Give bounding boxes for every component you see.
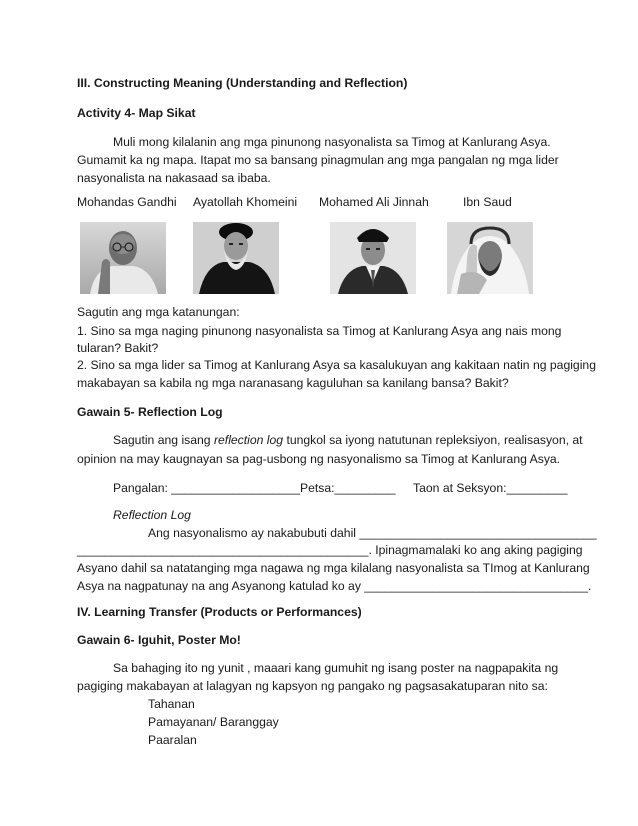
activity-4-instruction-line: Gumamit ka ng mapa. Itapat mo sa bansang pinagmulan ang mga pangalan ng mga lider — [77, 153, 559, 167]
leader-name-khomeini: Ayatollah Khomeini — [193, 195, 298, 209]
reflection-log-line: Asyano dahil sa natatanging mga nagawa ng mga kilalang nasyonalista sa TImog at Kanlurang — [77, 561, 590, 575]
place-item-pamayanan: Pamayanan/ Baranggay — [148, 715, 279, 729]
jinnah-portrait-image — [330, 222, 416, 294]
activity-4-title: Activity 4- Map Sikat — [77, 106, 196, 120]
place-item-tahanan: Tahanan — [148, 697, 195, 711]
gawain-6-instruction-line: pagiging makabayan at lalagyan ng kapsyon ng pangako ng pagsasakatuparan nito sa: — [77, 679, 548, 693]
questions-intro: Sagutin ang mga katanungan: — [77, 305, 240, 319]
gawain-5-title: Gawain 5- Reflection Log — [77, 405, 223, 419]
khomeini-portrait-image — [193, 222, 279, 294]
leader-name-jinnah: Mohamed Ali Jinnah — [319, 195, 429, 209]
gawain-6-title: Gawain 6- Iguhit, Poster Mo! — [77, 633, 241, 647]
ibn-saud-portrait-image — [447, 222, 533, 294]
reflection-log-line: Asya na nagpatunay na ang Asyanong katulad ko ay _________________________________. — [77, 579, 592, 593]
reflection-log-title: Reflection Log — [113, 508, 191, 522]
activity-4-instruction-line: nasyonalista na nakasaad sa ibaba. — [77, 171, 271, 185]
date-field: Petsa:_________ — [300, 481, 396, 495]
gandhi-portrait-image — [80, 222, 166, 294]
reflection-log-emphasis: reflection log — [213, 433, 284, 447]
section-4-heading: IV. Learning Transfer (Products or Performances) — [77, 605, 362, 619]
section-3-heading: III. Constructing Meaning (Understanding and Reflection) — [77, 76, 408, 90]
activity-4-instruction-line: Muli mong kilalanin ang mga pinunong nasyonalista sa Timog at Kanlurang Asya. — [113, 135, 551, 149]
section-field: Taon at Seksyon:_________ — [413, 481, 568, 495]
gawain-5-instruction-line: opinion na may kaugnayan sa pag-usbong ng nasyonalismo sa Timog at Kanlurang Asya. — [77, 452, 561, 466]
name-field: Pangalan: ___________________ — [113, 481, 301, 495]
leader-name-gandhi: Mohandas Gandhi — [77, 195, 177, 209]
question-line: tularan? Bakit? — [77, 341, 159, 355]
question-line: makabayan sa kabila ng mga naranasang kaguluhan sa kanilang bansa? Bakit? — [77, 376, 509, 390]
instruction-text: tungkol sa iyong natutunan repleksiyon, realisasyon, at — [283, 433, 583, 447]
gawain-6-instruction-line: Sa bahaging ito ng yunit , maaari kang gumuhit ng isang poster na nagpapakita ng — [113, 661, 559, 675]
question-line: 2. Sino sa mga lider sa Timog at Kanlurang Asya sa kasalukuyan ang kakitaan natin ng pagiging — [77, 358, 596, 372]
gawain-5-instruction-line — [113, 433, 583, 448]
reflection-log-line: Ang nasyonalismo ay nakabubuti dahil ___________________________________ — [148, 526, 597, 540]
reflection-log-line: ___________________________________________. Ipinagmamalaki ko ang aking pagiging — [77, 543, 583, 557]
instruction-text: Sagutin ang isang — [113, 433, 214, 447]
leader-name-ibn-saud: Ibn Saud — [463, 195, 512, 209]
question-line: 1. Sino sa mga naging pinunong nasyonalista sa Timog at Kanlurang Asya ang nais mong — [77, 324, 562, 338]
place-item-paaralan: Paaralan — [148, 733, 197, 747]
